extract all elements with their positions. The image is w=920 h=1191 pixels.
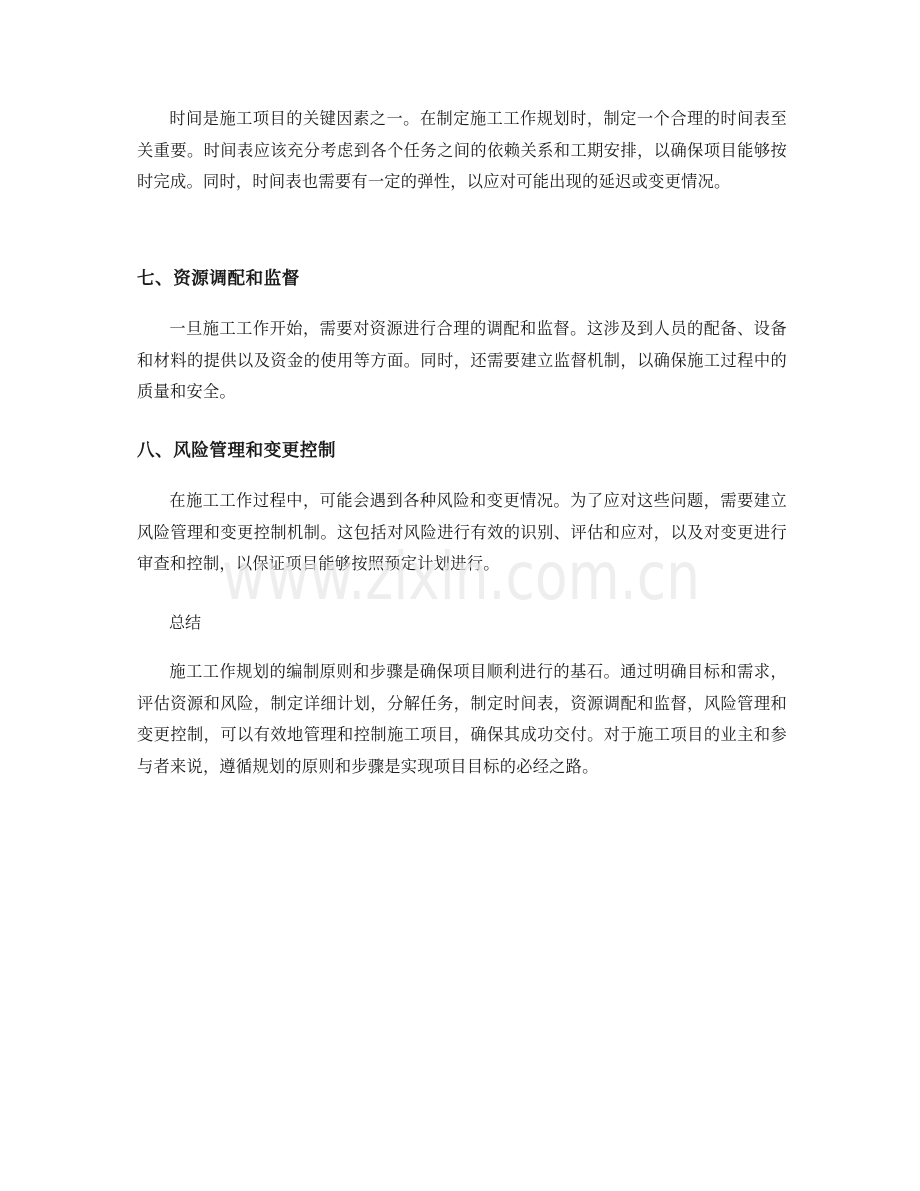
svg-text:www.zixin.com.cn: www.zixin.com.cn [222,543,700,613]
section-heading-risk-management: 八、风险管理和变更控制 [137,441,337,461]
paragraph-resource-allocation: 一旦施工工作开始，需要对资源进行合理的调配和监督。这涉及到人员的配备、设备和材料的提供以及资金的使用等方面。同时，还需要建立监督机制，以确保施工过程中的质量和安全。 [137,319,787,401]
summary-label: 总结 [169,613,202,632]
section-heading-resource-allocation: 七、资源调配和监督 [137,269,300,289]
paragraph-time-schedule: 时间是施工项目的关键因素之一。在制定施工工作规划时，制定一个合理的时间表至关重要。时间表应该充分考虑到各个任务之间的依赖关系和工期安排，以确保项目能够按时完成。同时，时间表也需要有一定的弹性，以应对可能出现的延迟或变更情况。 [137,109,787,191]
paragraph-summary: 施工工作规划的编制原则和步骤是确保项目顺利进行的基石。通过明确目标和需求，评估资源和风险，制定详细计划，分解任务，制定时间表，资源调配和监督，风险管理和变更控制，可以有效地管理和控制施工项目，确保其成功交付。对于施工项目的业主和参与者来说，遵循规划的原则和步骤是实现项目目标的必经之路。 [137,662,787,776]
paragraph-risk-management: 在施工工作过程中，可能会遇到各种风险和变更情况。为了应对这些问题，需要建立风险管理和变更控制机制。这包括对风险进行有效的识别、评估和应对，以及对变更进行审查和控制，以保证项目能够按照预定计划进行。 [137,491,787,573]
